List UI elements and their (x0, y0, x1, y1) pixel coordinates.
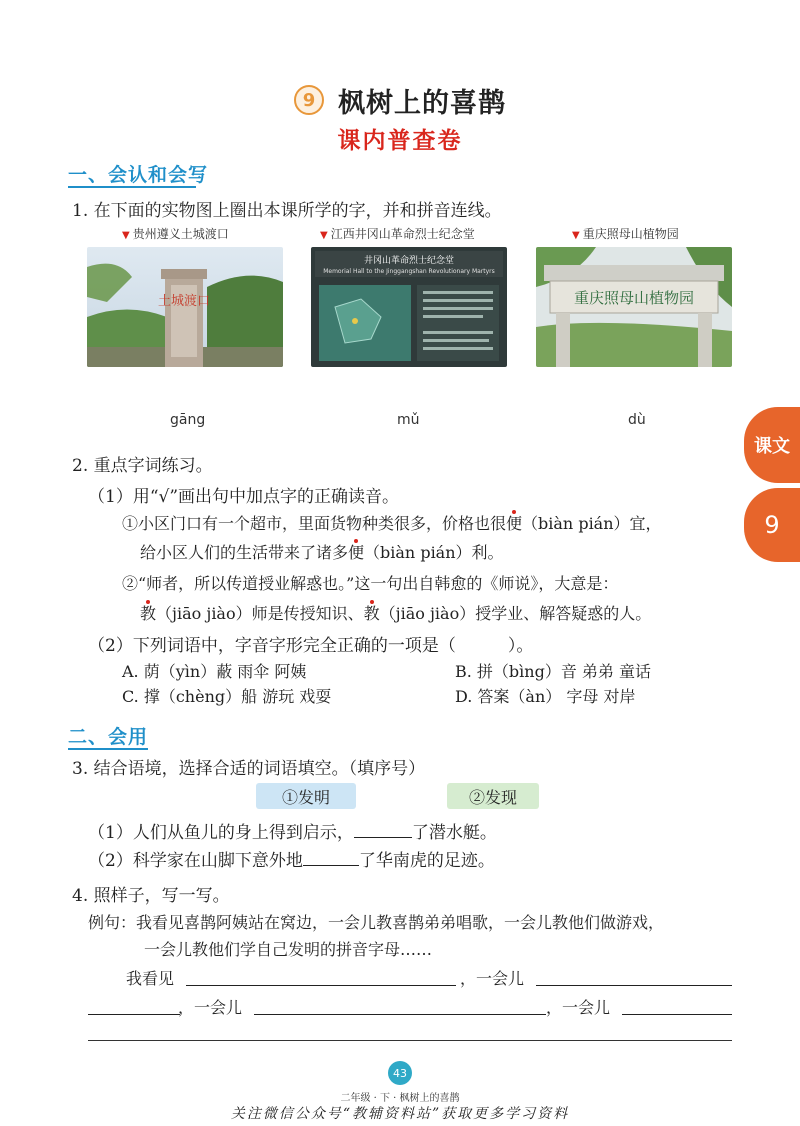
side-tab-label: 课文 (744, 407, 800, 483)
option-d[interactable]: D. 答案（àn） 字母 对岸 (455, 687, 636, 706)
page-number-badge: 43 (388, 1061, 412, 1085)
footer-watermark-text: 关注微信公众号“教辅资料站”获取更多学习资料 (230, 1106, 570, 1122)
dotted-char: 教 (140, 604, 157, 623)
page-title: 枫树上的喜鹊 (338, 87, 506, 119)
section-heading-1: 一、会认和会写 (68, 164, 209, 186)
question-1-text: 1. 在下面的实物图上圈出本课所学的字，并和拼音连线。 (72, 201, 502, 221)
choice-invent: ①发明 (256, 783, 356, 809)
question-2-part-2-text: （2）下列词语中，字音字形完全正确的一项是（ ）。 (88, 636, 534, 656)
photo-jinggangshan-memorial-image (311, 247, 507, 367)
question-2-part-1-text: （1）用“√”画出句中加点字的正确读音。 (88, 487, 400, 507)
q2-item1-answer-2[interactable]: （biàn pián）利。 (364, 543, 504, 562)
section-underline-2 (68, 748, 148, 750)
section-underline-1 (68, 186, 196, 188)
footer-book-info: 二年级 · 下 · 枫树上的喜鹊 (340, 1093, 460, 1104)
photo-jinggangshan-memorial[interactable] (311, 247, 507, 367)
q4-blank1-label: 我看见 (126, 969, 175, 988)
q3-blank-2[interactable] (303, 848, 359, 866)
photo-caption-2: ▼ 江西井冈山革命烈士纪念堂 (320, 227, 475, 241)
caption-marker-icon: ▼ (122, 230, 130, 241)
lesson-number-badge: 9 (294, 85, 324, 115)
q4-example-line2: 一会儿教他们学自己发明的拼音字母…… (144, 940, 433, 959)
q4-example-line1: 例句：我看见喜鹊阿姨站在窝边，一会儿教喜鹊弟弟唱歌，一会儿教他们做游戏， (88, 913, 665, 932)
q4-blank-2[interactable] (536, 966, 732, 986)
dotted-char: 教 (363, 604, 380, 623)
q4-blank-1[interactable] (186, 966, 456, 986)
q2-item2-answer-2[interactable]: （jiāo jiào）授学业、解答疑惑的人。 (379, 604, 652, 623)
q2-item2-answer-1[interactable]: （jiāo jiào）师是传授知识、 (156, 604, 364, 623)
photo-tucheng-ferry[interactable] (87, 247, 283, 367)
q4-blank2-label: ，一会儿 (460, 969, 525, 988)
caption-marker-icon: ▼ (572, 230, 580, 241)
garden-sign-text: 重庆照母山植物园 (573, 289, 695, 307)
photo-caption-3: ▼ 重庆照母山植物园 (572, 227, 679, 241)
title-row (0, 80, 800, 120)
q3-item-1: （1）人们从鱼儿的身上得到启示， 了潜水艇。 (88, 818, 497, 843)
pinyin-2: mǔ (397, 412, 420, 428)
option-a[interactable]: A. 荫（yìn）蔽 雨伞 阿姨 (122, 662, 307, 681)
pinyin-1: gāng (170, 412, 206, 428)
dotted-char: 便 (348, 543, 365, 562)
photo-zhaomushan-garden-image (536, 247, 732, 367)
pinyin-3: dù (628, 412, 646, 428)
q2-item1-line2: 给小区人们的生活带来了诸多便（biàn pián）利。 (140, 543, 504, 562)
caption-marker-icon: ▼ (320, 230, 328, 241)
photo-tucheng-ferry-image (87, 247, 283, 367)
memorial-sign-en: Memorial Hall to the Jinggangshan Revolutionary Martyrs (323, 268, 495, 275)
q4-blank-5[interactable] (622, 995, 732, 1015)
page-subtitle: 课内普查卷 (337, 127, 463, 154)
option-b[interactable]: B. 拼（bìng）音 弟弟 童话 (455, 662, 652, 681)
q4-blank4-label: ，一会儿 (546, 998, 611, 1017)
dotted-char: 便 (506, 514, 523, 533)
photo-caption-1: ▼ 贵州遵义土城渡口 (122, 227, 229, 241)
stele-text: 土城渡口 (157, 294, 211, 309)
q2-item1-line1: ①小区门口有一个超市，里面货物种类很多，价格也很便（biàn pián）宜， (122, 514, 662, 533)
q4-blank-3[interactable] (88, 995, 180, 1015)
memorial-sign-cn: 井冈山革命烈士纪念堂 (363, 256, 455, 266)
q4-blank-line-6[interactable] (88, 1040, 732, 1041)
q3-blank-1[interactable] (354, 820, 412, 838)
question-4-text: 4. 照样子，写一写。 (72, 886, 230, 906)
q2-item2-line1: ②“师者，所以传道授业解惑也。”这一句出自韩愈的《师说》，大意是： (122, 574, 619, 593)
question-2-text: 2. 重点字词练习。 (72, 456, 213, 476)
choice-discover: ②发现 (447, 783, 539, 809)
q3-item-2: （2）科学家在山脚下意外地 了华南虎的足迹。 (88, 846, 495, 871)
q2-item1-answer-1[interactable]: （biàn pián）宜， (522, 514, 662, 533)
q4-blank-4[interactable] (254, 995, 546, 1015)
side-tab-number: 9 (744, 488, 800, 562)
q4-blank3-label: ，一会儿 (178, 998, 243, 1017)
question-3-text: 3. 结合语境，选择合适的词语填空。（填序号） (72, 759, 426, 779)
photo-zhaomushan-garden[interactable] (536, 247, 732, 367)
option-c[interactable]: C. 撑（chèng）船 游玩 戏耍 (122, 687, 332, 706)
section-heading-2: 二、会用 (68, 726, 149, 748)
q2-item2-line2 (140, 601, 651, 624)
